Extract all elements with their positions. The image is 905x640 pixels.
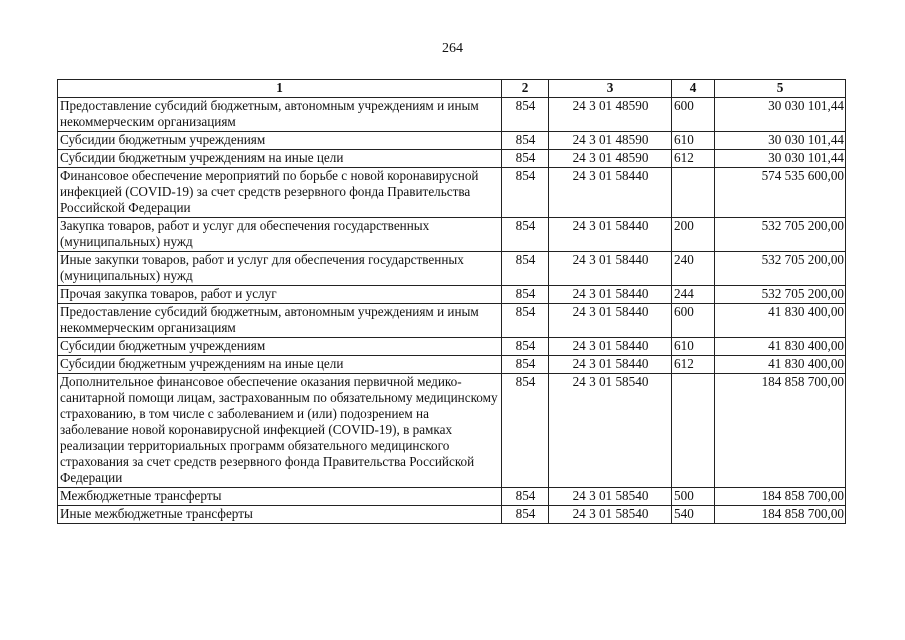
row-csr: 24 3 01 58440 — [549, 304, 672, 338]
budget-table — [57, 79, 846, 524]
column-header-vr: 4 — [672, 80, 715, 98]
row-name: Иные закупки товаров, работ и услуг для обеспечения государственных (муниципальных) нужд — [58, 252, 502, 286]
row-vr: 540 — [672, 506, 715, 524]
row-vr: 600 — [672, 304, 715, 338]
row-csr: 24 3 01 58440 — [549, 218, 672, 252]
row-code: 854 — [502, 506, 549, 524]
table-row — [58, 356, 846, 374]
column-header-amount: 5 — [715, 80, 846, 98]
table-row — [58, 374, 846, 488]
row-csr: 24 3 01 58440 — [549, 356, 672, 374]
row-code: 854 — [502, 338, 549, 356]
table-row — [58, 286, 846, 304]
row-csr: 24 3 01 58440 — [549, 252, 672, 286]
page-number: 264 — [442, 41, 463, 56]
row-csr: 24 3 01 58540 — [549, 506, 672, 524]
row-csr: 24 3 01 58540 — [549, 488, 672, 506]
row-code: 854 — [502, 304, 549, 338]
row-csr: 24 3 01 58440 — [549, 168, 672, 218]
row-csr: 24 3 01 58540 — [549, 374, 672, 488]
table-header-row — [58, 80, 846, 98]
row-amount: 41 830 400,00 — [715, 304, 846, 338]
table-row — [58, 132, 846, 150]
row-code: 854 — [502, 218, 549, 252]
table-row — [58, 506, 846, 524]
row-amount: 30 030 101,44 — [715, 98, 846, 132]
row-code: 854 — [502, 150, 549, 168]
row-csr: 24 3 01 48590 — [549, 132, 672, 150]
row-csr: 24 3 01 58440 — [549, 286, 672, 304]
row-vr: 200 — [672, 218, 715, 252]
row-amount: 574 535 600,00 — [715, 168, 846, 218]
row-amount: 41 830 400,00 — [715, 338, 846, 356]
row-amount: 532 705 200,00 — [715, 218, 846, 252]
table-row — [58, 338, 846, 356]
table-row — [58, 488, 846, 506]
row-code: 854 — [502, 168, 549, 218]
row-name: Субсидии бюджетным учреждениям — [58, 338, 502, 356]
row-vr: 600 — [672, 98, 715, 132]
row-amount: 532 705 200,00 — [715, 286, 846, 304]
row-code: 854 — [502, 488, 549, 506]
row-vr: 500 — [672, 488, 715, 506]
column-header-name: 1 — [58, 80, 502, 98]
table-row — [58, 304, 846, 338]
row-vr: 610 — [672, 338, 715, 356]
column-header-code: 2 — [502, 80, 549, 98]
row-code: 854 — [502, 286, 549, 304]
row-name: Дополнительное финансовое обеспечение оказания первичной медико-санитарной помощи лицам, застрахованным по обязательному медицинскому страхованию, в том числе с заболеванием и (или) подозрением на заболевание новой коронавирусной инфекцией (COVID-19), в рамках реализации территориальных программ обязательного медицинского страхования за счет средств резервного фонда Правительства Российской Федерации — [58, 374, 502, 488]
column-header-csr: 3 — [549, 80, 672, 98]
row-vr: 612 — [672, 356, 715, 374]
row-name: Предоставление субсидий бюджетным, автономным учреждениям и иным некоммерческим организациям — [58, 98, 502, 132]
row-amount: 532 705 200,00 — [715, 252, 846, 286]
row-csr: 24 3 01 48590 — [549, 98, 672, 132]
row-name: Межбюджетные трансферты — [58, 488, 502, 506]
table-row — [58, 168, 846, 218]
row-code: 854 — [502, 356, 549, 374]
table-row — [58, 252, 846, 286]
row-name: Иные межбюджетные трансферты — [58, 506, 502, 524]
table-row — [58, 218, 846, 252]
row-vr: 244 — [672, 286, 715, 304]
row-name: Прочая закупка товаров, работ и услуг — [58, 286, 502, 304]
row-vr — [672, 374, 715, 488]
table-row — [58, 150, 846, 168]
row-amount: 41 830 400,00 — [715, 356, 846, 374]
row-vr: 240 — [672, 252, 715, 286]
row-name: Субсидии бюджетным учреждениям на иные цели — [58, 356, 502, 374]
row-name: Предоставление субсидий бюджетным, автономным учреждениям и иным некоммерческим организациям — [58, 304, 502, 338]
row-amount: 30 030 101,44 — [715, 150, 846, 168]
row-code: 854 — [502, 132, 549, 150]
row-name: Закупка товаров, работ и услуг для обеспечения государственных (муниципальных) нужд — [58, 218, 502, 252]
row-name: Субсидии бюджетным учреждениям на иные цели — [58, 150, 502, 168]
row-amount: 184 858 700,00 — [715, 488, 846, 506]
row-amount: 30 030 101,44 — [715, 132, 846, 150]
row-amount: 184 858 700,00 — [715, 374, 846, 488]
row-code: 854 — [502, 374, 549, 488]
row-code: 854 — [502, 252, 549, 286]
row-vr — [672, 168, 715, 218]
row-name: Субсидии бюджетным учреждениям — [58, 132, 502, 150]
row-code: 854 — [502, 98, 549, 132]
row-csr: 24 3 01 48590 — [549, 150, 672, 168]
row-name: Финансовое обеспечение мероприятий по борьбе с новой коронавирусной инфекцией (COVID-19) за счет средств резервного фонда Правительства Российской Федерации — [58, 168, 502, 218]
row-vr: 612 — [672, 150, 715, 168]
row-vr: 610 — [672, 132, 715, 150]
row-amount: 184 858 700,00 — [715, 506, 846, 524]
table-row — [58, 98, 846, 132]
row-csr: 24 3 01 58440 — [549, 338, 672, 356]
